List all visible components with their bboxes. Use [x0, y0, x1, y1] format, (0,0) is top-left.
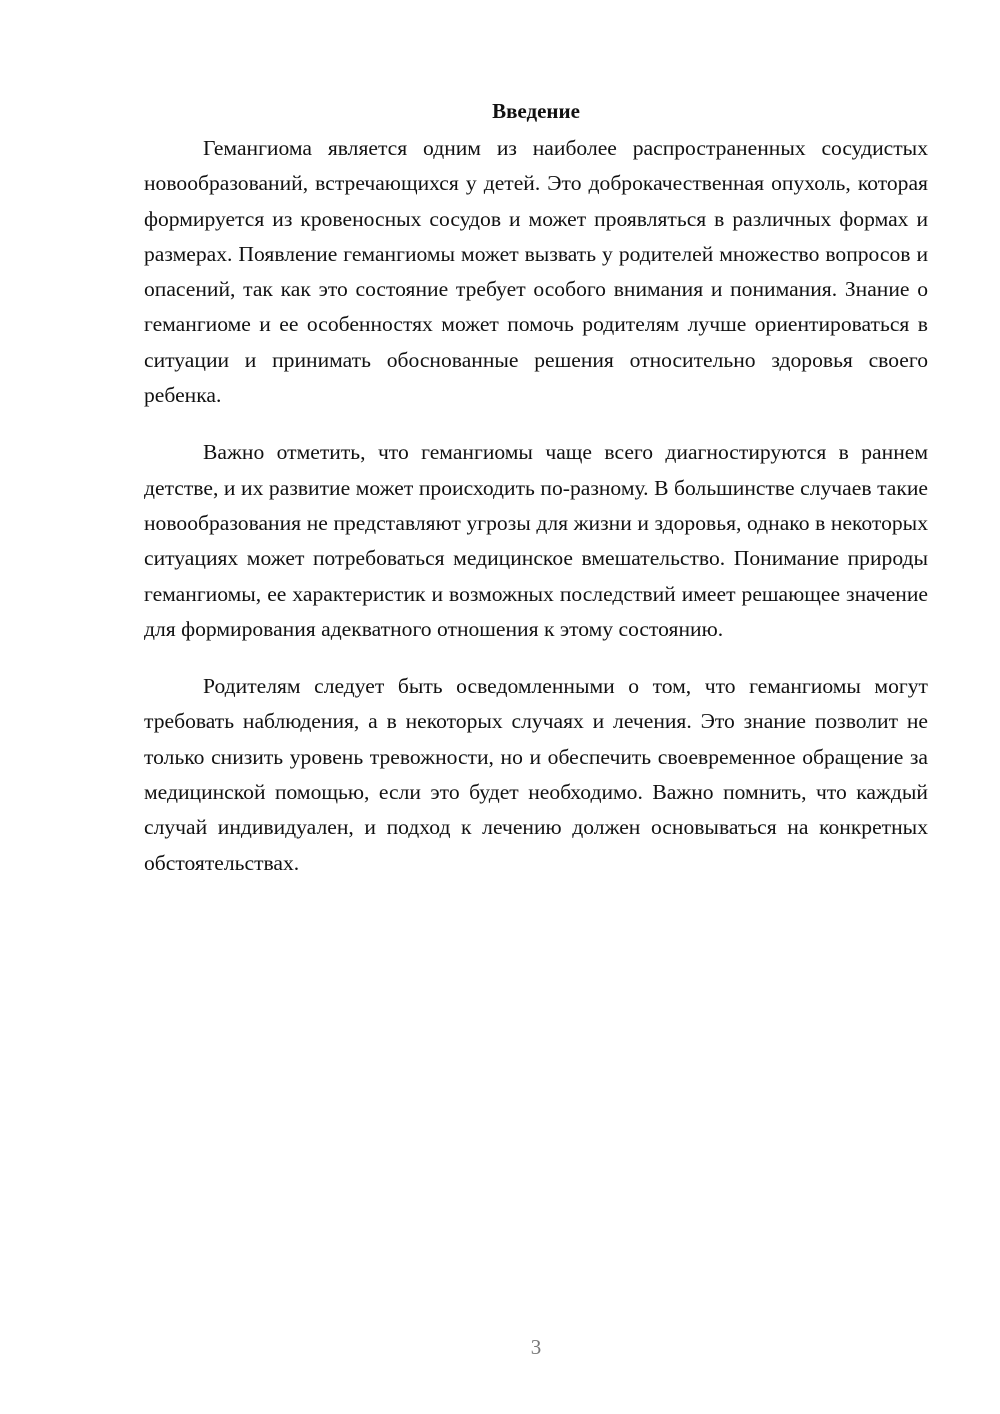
paragraph-1: Гемангиома является одним из наиболее распространенных сосудистых новообразований, встречающихся у детей. Это доброкачественная опухоль, которая формируется из кровеносных сосудов и может проявляться в различных формах и размерах. Появление гемангиомы может вызвать у родителей множество вопросов и опасений, так как это состояние требует особого внимания и понимания. Знание о гемангиоме и ее особенностях может помочь родителям лучше ориентироваться в ситуации и принимать обоснованные решения относительно здоровья своего ребенка. [144, 136, 928, 408]
paragraph-3: Родителям следует быть осведомленными о том, что гемангиомы могут требовать наблюдения, а в некоторых случаях и лечения. Это знание позволит не только снизить уровень тревожности, но и обеспечить своевременное обращение за медицинской помощью, если это будет необходимо. Важно помнить, что каждый случай индивидуален, и подход к лечению должен основываться на конкретных обстоятельствах. [144, 674, 928, 875]
section-title: Введение [492, 99, 580, 123]
page-content [144, 96, 928, 903]
paragraph-2: Важно отметить, что гемангиомы чаще всего диагностируются в раннем детстве, и их развитие может происходить по-разному. В большинстве случаев такие новообразования не представляют угрозы для жизни и здоровья, однако в некоторых ситуациях может потребоваться медицинское вмешательство. Понимание природы гемангиомы, ее характеристик и возможных последствий имеет решающее значение для формирования адекватного отношения к этому состоянию. [144, 440, 928, 641]
page-number: 3 [530, 1335, 542, 1359]
